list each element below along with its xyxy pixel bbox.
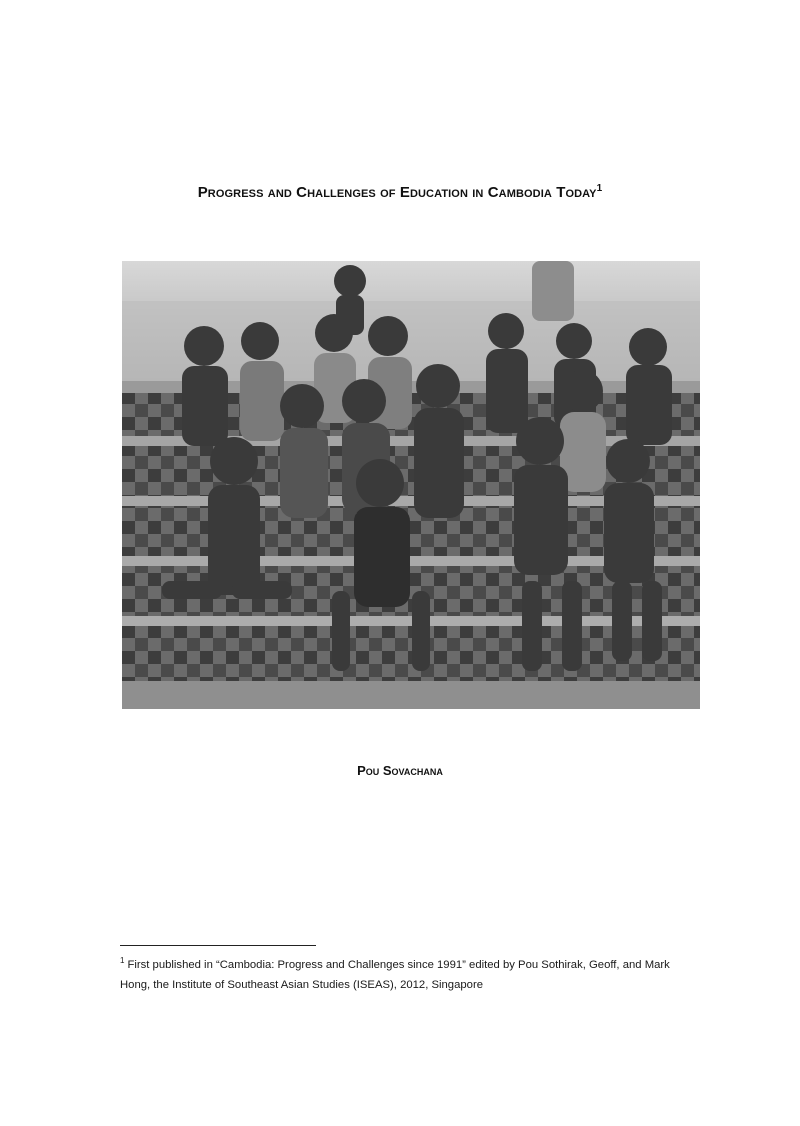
title-footnote-marker: 1	[596, 183, 603, 194]
footnote-text: First published in “Cambodia: Progress and Challenges since 1991” edited by Pou Sothirak, Geoff, and Mark Hong, the Institute of Southeast Asian Studies (ISEAS), 2012, Singapore	[120, 959, 670, 991]
document-title-text: Progress and Challenges of Education in Cambodia Today	[197, 184, 597, 201]
footnote-separator	[120, 945, 316, 946]
author-name: Pou Sovachana	[357, 763, 443, 778]
footnote	[120, 955, 700, 995]
group-of-children-photo-icon	[122, 261, 700, 709]
document-title	[0, 184, 800, 201]
footnote-marker: 1	[120, 956, 125, 966]
cover-photo	[122, 261, 700, 709]
